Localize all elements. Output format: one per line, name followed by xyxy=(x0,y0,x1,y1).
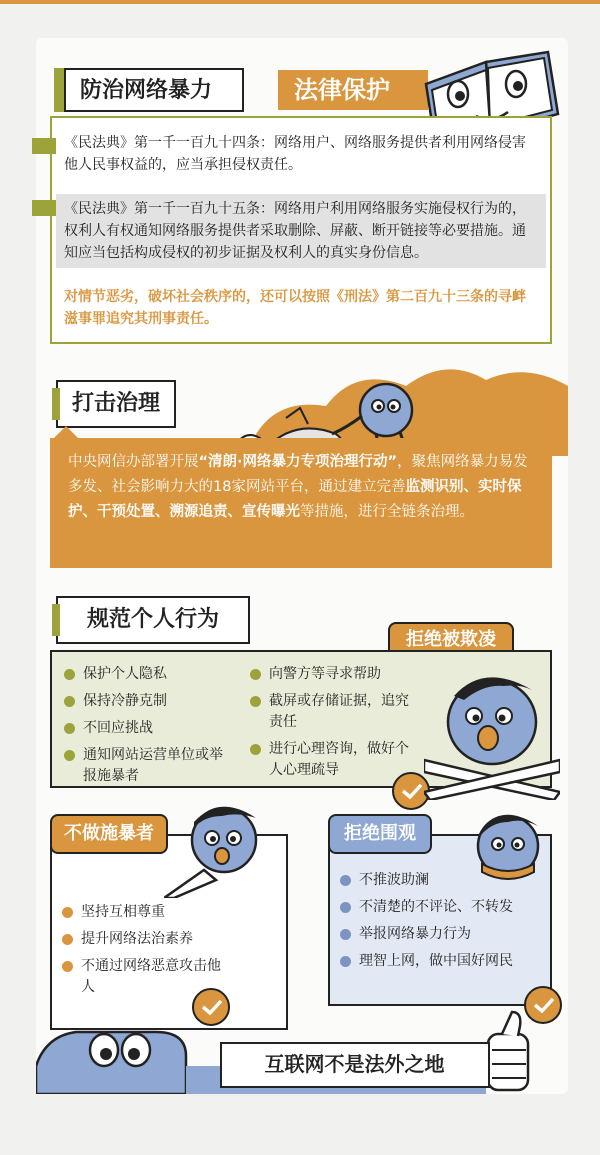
section2-text: 中央网信办部署开展“清朗·网络暴力专项治理行动”，聚焦网络暴力易发多发、社会影响力大的18家网站平台，通过建立完善监测识别、实时保护、干预处置、溯源追责、宣传曝光等措施，进行全链条治理。 xyxy=(68,454,528,520)
top-accent-line xyxy=(0,0,600,4)
list-item: 不通过网络恶意攻击他人 xyxy=(62,956,226,998)
list-item: 不推波助澜 xyxy=(340,870,546,891)
law-1195-text: 《民法典》第一千一百九十五条：网络用户利用网络服务实施侵权行为的，权利人有权通知网络服务提供者采取删除、屏蔽、断开链接等必要措施。通知应当包括构成侵权的初步证据及权利人的真实身份信息。 xyxy=(56,194,546,268)
list-item: 不清楚的不评论、不转发 xyxy=(340,897,546,918)
footer-slogan-box xyxy=(220,1042,490,1088)
footer-slogan: 互联网不是法外之地 xyxy=(264,1052,445,1076)
law-1194-text: 《民法典》第一千一百九十四条：网络用户、网络服务提供者利用网络侵害他人民事权益的，应当承担侵权责任。 xyxy=(64,135,526,173)
section3-title: 规范个人行为 xyxy=(86,607,219,632)
measures-highlight: 监测识别、实时保护、干预处置、溯源追责、宣传曝光 xyxy=(68,479,522,520)
section2-title-box xyxy=(56,380,176,428)
section3-left-list xyxy=(64,664,244,793)
content-card xyxy=(36,38,568,1094)
section1-title-left: 防治网络暴力 xyxy=(64,68,244,112)
section1-title-bar xyxy=(54,68,414,112)
section5-title: 拒绝围观 xyxy=(328,814,432,854)
section1-title-right: 法律保护 xyxy=(278,70,428,110)
list-item: 通知网站运营单位或举报施暴者 xyxy=(64,745,234,787)
criminal-law-note: 对情节恶劣，破坏社会秩序的，还可以按照《刑法》第二百九十三条的寻衅滋事罪追究其刑事责任。 xyxy=(64,289,526,327)
list-item: 理智上网，做中国好网民 xyxy=(340,951,546,972)
onlooker-character-icon xyxy=(464,802,552,890)
section2-text-box xyxy=(50,438,552,568)
campaign-highlight: “清朗·网络暴力专项治理行动” xyxy=(198,454,398,470)
section4-list xyxy=(62,902,226,1004)
list-item: 举报网络暴力行为 xyxy=(340,924,546,945)
list-item: 进行心理咨询，做好个人心理疏导 xyxy=(250,739,410,781)
crossed-arms-character-icon xyxy=(424,664,560,800)
section3-badge: 拒绝被欺凌 xyxy=(388,622,514,658)
list-item: 保持冷静克制 xyxy=(64,691,244,712)
section4-title: 不做施暴者 xyxy=(50,814,168,854)
section3-right-list xyxy=(250,664,410,787)
list-item: 坚持互相尊重 xyxy=(62,902,226,923)
list-item: 提升网络法治素养 xyxy=(62,929,226,950)
section1-law-box xyxy=(50,116,552,344)
list-item: 保护个人隐私 xyxy=(64,664,244,685)
list-item: 截屏或存储证据，追究责任 xyxy=(250,691,410,733)
section2-title: 打击治理 xyxy=(71,391,160,416)
list-item: 向警方等寻求帮助 xyxy=(250,664,410,685)
section3-title-box xyxy=(56,596,250,644)
list-item: 不回应挑战 xyxy=(64,718,244,739)
pointing-character-icon xyxy=(164,798,274,898)
